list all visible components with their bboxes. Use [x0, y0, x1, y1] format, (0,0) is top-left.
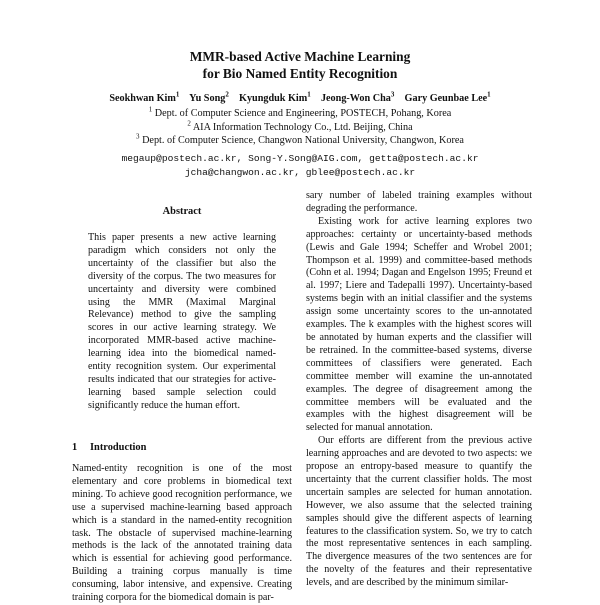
author-affil-mark: 1	[175, 90, 180, 99]
author-affil-mark: 1	[487, 90, 491, 99]
author-name: Seokhwan Kim	[109, 93, 176, 104]
author-name: Kyungduk Kim	[239, 93, 308, 104]
affiliation-text: Dept. of Computer Science and Engineering, POSTECH, Pohang, Korea	[154, 108, 452, 119]
author-list	[0, 92, 600, 106]
right-paragraph-3: Our efforts are different from the previous active learning approaches and are devoted to two aspects: we propose an entropy-based measure to quantify the uncertainty that the current classifier holds. The most uncertain samples are selected for human annotation. However, we also assume that the selected training samples should give the different aspects of learning features to the classification system. So, we try to catch the most representative sentences in each sampling. The divergence measures of the two sentences are for the novelty of the features and their representative levels, and are described by the minimum similar-	[306, 435, 532, 589]
title-line-2: for Bio Named Entity Recognition	[202, 66, 398, 81]
affiliation	[0, 134, 600, 148]
email-list	[0, 152, 600, 180]
author-name: Gary Geunbae Lee	[404, 93, 488, 104]
affiliation-mark: 3	[136, 132, 140, 141]
abstract-text: This paper presents a new active learning paradigm which considers not only the uncertainty of the classifier but also the diversity of the corpus. The two measures for uncertainty and diversity were combined using the MMR (Maximal Marginal Relevance) method to give the sampling scores in our active learning strategy. We incorporated MMR-based active machine-learning idea into the biomedical named-entity recognition system. Our experimental results indicated that our strategies for active-learning based sample selection could significantly reduce the human effort.	[88, 232, 276, 411]
section-heading-introduction	[72, 442, 146, 453]
affiliation-text: AIA Information Technology Co., Ltd. Beijing, China	[192, 121, 413, 133]
author-affil-mark: 3	[390, 90, 395, 99]
right-column	[306, 190, 532, 590]
author-affil-mark: 2	[225, 90, 229, 99]
right-paragraph-1: sary number of labeled training examples without degrading the performance.	[306, 190, 532, 214]
affiliation-list	[0, 107, 600, 148]
author-affil-mark: 1	[307, 90, 311, 99]
introduction-text: Named-entity recognition is one of the most elementary and core problems in biomedical text mining. To achieve good recognition performance, we use a supervised machine-learning based approach which is a standard in the named-entity recognition task. The obstacle of supervised machine-learning methods is the lack of the annotated training data which is essential for achieving good performance. Building a training corpus manually is time consuming, labor intensive, and expensive. Creating training corpora for the biomedical domain is par-	[72, 463, 292, 604]
email-line-1: megaup@postech.ac.kr, Song-Y.Song@AIG.com, getta@postech.ac.kr	[121, 153, 479, 164]
right-paragraph-2: Existing work for active learning explores two approaches: certainty or uncertainty-based methods (Lewis and Gale 1994; Scheffer and Wrobel 2001; Thompson et al. 1999) and committee-based methods (Cohn et al. 1994; Dagan and Engelson 1995; Freund et al. 1997; Liere and Tadepalli 1997). Uncertainty-based systems begin with an initial classifier and the systems assign some uncertainty scores to the un-annotated examples. The k examples with the highest scores will be annotated by human experts and the classifier will be retrained. In the committee-based systems, diverse committees of classifiers were generated. Each committee member will examine the un-annotated examples. The degree of disagreement among the committee members will be evaluated and the examples with the highest disagreement will be selected for manual annotation.	[306, 215, 532, 434]
abstract-heading: Abstract	[162, 206, 202, 217]
paper-title	[0, 48, 600, 82]
section-number: 1	[72, 442, 78, 453]
affiliation	[0, 107, 600, 121]
author-name: Yu Song	[189, 93, 226, 104]
title-line-1: MMR-based Active Machine Learning	[189, 49, 411, 64]
section-title: Introduction	[90, 442, 147, 453]
affiliation-text: Dept. of Computer Science, Changwon National University, Changwon, Korea	[142, 135, 464, 147]
author-name: Jeong-Won Cha	[320, 93, 391, 104]
affiliation-mark: 1	[148, 105, 153, 114]
email-line-2: jcha@changwon.ac.kr, gblee@postech.ac.kr	[184, 167, 416, 178]
affiliation-mark: 2	[187, 119, 191, 128]
affiliation	[0, 121, 600, 135]
